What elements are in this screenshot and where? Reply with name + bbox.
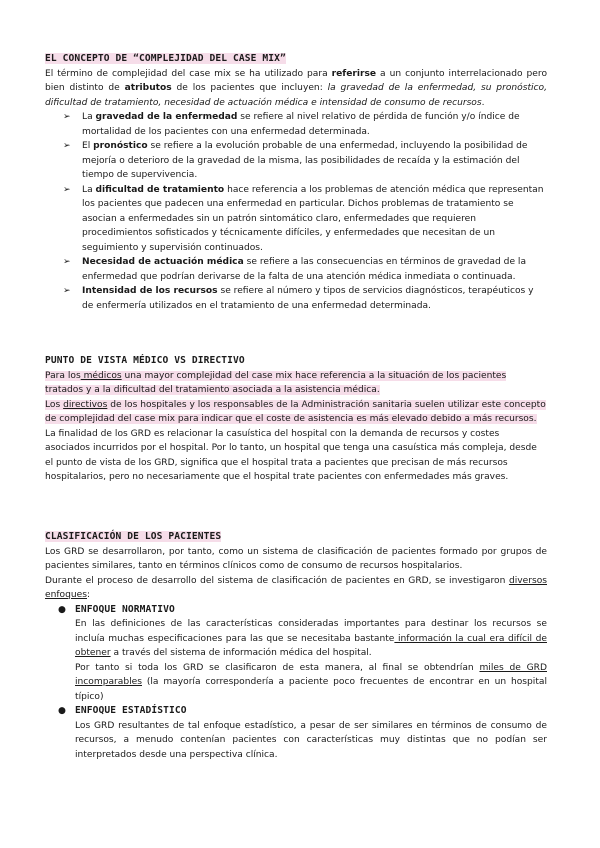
section-complejidad	[45, 52, 547, 313]
section-clasificacion	[45, 530, 547, 762]
arrow-bullet-icon: ➢	[63, 184, 71, 195]
attributes-list	[63, 110, 547, 313]
paragraph-medicos: Para los médicos una mayor complejidad del case mix hace referencia a la situación de los pacientes tratados y a la dificultad del tratamiento asociada a la asistencia médica.	[45, 370, 507, 395]
enfoque-title: ENFOQUE ESTADÍSTICO	[75, 705, 187, 716]
bullet-dot-icon: ●	[58, 604, 66, 615]
paragraph-finalidad: La finalidad de los GRD es relacionar la casuística del hospital con la demanda de recursos y costes asociados incurridos por el hospital. Por lo tanto, un hospital que tenga una casuística más compleja, desde el punto de vista de los GRD, significa que el hospital trata a pacientes que precisan de más recursos hospitalarios, pero no necesariamente que el hospital trate pacientes con enfermedades más graves.	[45, 428, 537, 482]
paragraph-estadistico: Los GRD resultantes de tal enfoque estadístico, a pesar de ser similares en términos de consumo de recursos, a menudo contenían pacientes con características muy distintas que no podían ser interpretados desde una perspectiva clínica.	[75, 720, 547, 760]
list-item: ➢ Necesidad de actuación médica se refiere a las consecuencias en términos de gravedad de la enfermedad que podrían derivarse de la falta de una atención médica inmediata o continuada.	[63, 257, 527, 282]
list-item-estadistico	[51, 704, 547, 762]
arrow-bullet-icon: ➢	[63, 286, 71, 296]
list-item: ➢ La dificultad de tratamiento hace referencia a los problemas de atención médica que representan los pacientes que padecen una enfermedad en particular. Dichos problemas de tratamiento se asocian a enfermedades sin un patrón sintomático claro, enfermedades que requieren procedimientos sofisticados y técnicamente difíciles, y enfermedades que necesitan de un seguimiento y supervisión continuados.	[63, 184, 544, 253]
arrow-bullet-icon: ➢	[63, 257, 71, 267]
paragraph-normativo-2: Por tanto si toda los GRD se clasificaron de esta manera, al final se obtendrían miles de GRD incomparables (la mayoría correspondería a paciente poco frecuentes de encontrar en un hospital típico)	[75, 662, 547, 702]
section-title: CLASIFICACIÓN DE LOS PACIENTES	[45, 531, 222, 542]
list-item: ➢ El pronóstico se refiere a la evolución probable de una enfermedad, incluyendo la posibilidad de mejoría o deterioro de la gravedad de la misma, las posibilidades de recaída y la estimación del tiempo de supervivencia.	[63, 141, 528, 180]
paragraph-enfoques: Durante el proceso de desarrollo del sistema de clasificación de pacientes en GRD, se investigaron diversos enfoques:	[45, 575, 547, 600]
arrow-bullet-icon: ➢	[63, 112, 71, 122]
paragraph-directivos: Los directivos de los hospitales y los responsables de la Administración sanitaria suelen utilizar este concepto de complejidad del case mix para indicar que el coste de asistencia es más elevado debido a más recursos.	[45, 399, 546, 424]
section-punto-de-vista	[45, 354, 547, 485]
paragraph-grd: Los GRD se desarrollaron, por tanto, como un sistema de clasificación de pacientes formado por grupos de pacientes similares, tanto en términos clínicos como de consumo de recursos hospitalarios.	[45, 546, 547, 571]
enfoque-title: ENFOQUE NORMATIVO	[75, 603, 175, 615]
list-item: ➢ Intensidad de los recursos se refiere al número y tipos de servicios diagnósticos, terapéuticos y de enfermería utilizados en el tratamiento de una enfermedad determinada.	[63, 286, 534, 311]
enfoques-list	[51, 603, 547, 763]
bullet-dot-icon: ●	[58, 706, 66, 716]
intro-paragraph: El término de complejidad del case mix se ha utilizado para referirse a un conjunto interrelacionado pero bien distinto de atributos de los pacientes que incluyen: la gravedad de la enfermedad, su pronóstico, dificultad de tratamiento, necesidad de actuación médica e intensidad de consumo de recursos.	[45, 68, 548, 108]
paragraph-normativo-1: En las definiciones de las características consideradas importantes para destinar los recursos se incluía muchas especificaciones para las que se necesitaba bastante información la cual era difícil de obtener a través del sistema de información médica del hospital.	[75, 619, 547, 658]
list-item-normativo	[51, 603, 547, 705]
list-item: ➢ La gravedad de la enfermedad se refiere al nivel relativo de pérdida de función y/o índice de mortalidad de los pacientes con una enfermedad determinada.	[63, 112, 520, 137]
section-title: PUNTO DE VISTA MÉDICO VS DIRECTIVO	[45, 355, 245, 366]
arrow-bullet-icon: ➢	[63, 141, 71, 151]
section-title: EL CONCEPTO DE “COMPLEJIDAD DEL CASE MIX”	[45, 53, 286, 64]
